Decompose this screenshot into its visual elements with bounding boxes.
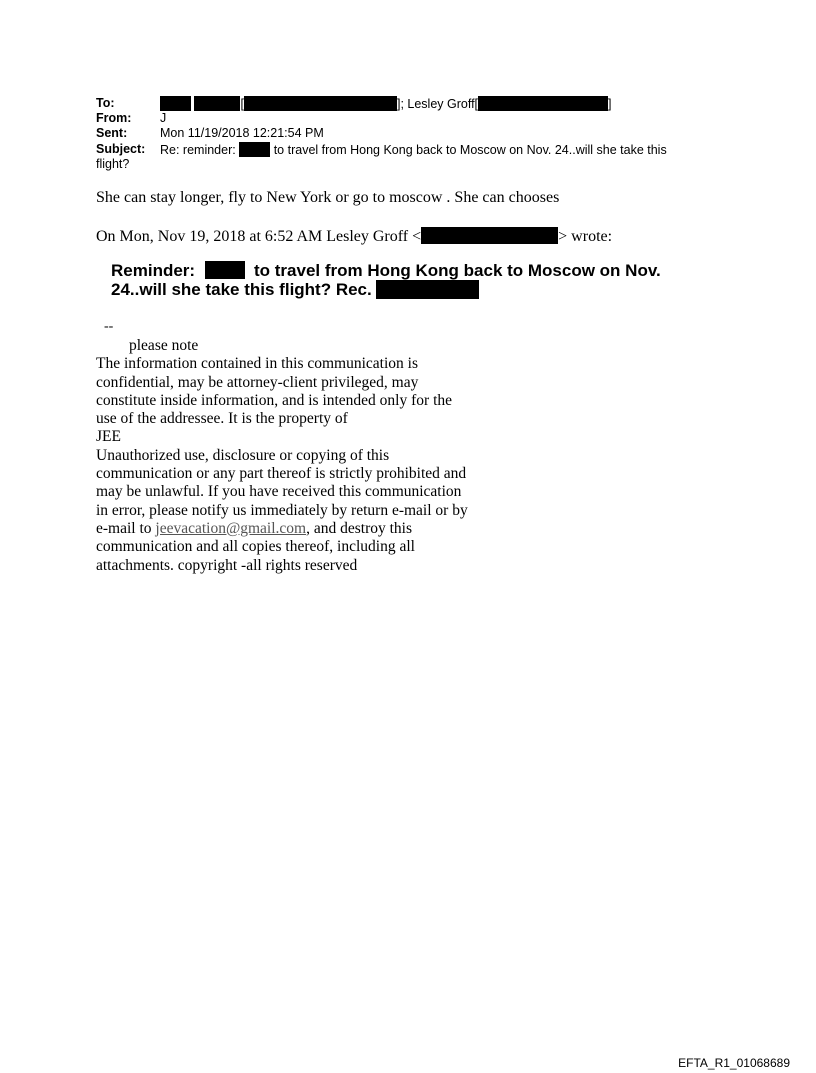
redaction-box	[160, 96, 191, 111]
disclaimer-owner: JEE	[96, 428, 121, 446]
disclaimer-text: Unauthorized use, disclosure or copying of this communication or any part thereof is strictly prohibited and may be unlawful. If you have received this communication in error, please notify us immediately by return e-mail or by e-mail to	[96, 446, 468, 537]
from-label: From:	[96, 111, 132, 125]
to-bracket-open: [	[240, 97, 244, 111]
disclaimer-part-2	[96, 447, 476, 575]
please-note: please note	[129, 337, 199, 354]
redaction-box	[376, 280, 479, 299]
quote-attribution	[96, 227, 612, 246]
email-link[interactable]: jeevacation@gmail.com	[155, 519, 307, 537]
sent-value: Mon 11/19/2018 12:21:54 PM	[160, 126, 324, 140]
to-value	[160, 96, 612, 111]
to-bracket-close: ]	[608, 97, 612, 111]
signature-separator: --	[104, 319, 114, 334]
quoted-message	[111, 261, 711, 299]
redaction-box	[478, 96, 608, 111]
attribution-prefix: On Mon, Nov 19, 2018 at 6:52 AM Lesley Groff <	[96, 228, 422, 245]
redaction-box	[244, 96, 397, 111]
signature-disclaimer	[96, 337, 476, 575]
redaction-box	[194, 96, 240, 111]
subject-value	[160, 142, 667, 157]
redaction-box	[205, 261, 245, 279]
document-id: EFTA_R1_01068689	[678, 1056, 790, 1070]
quote-body: to travel from Hong Kong back to Moscow on Nov. 24..will she take this flight? Rec.	[111, 261, 661, 299]
subject-wrap: flight?	[96, 157, 130, 171]
disclaimer-tail: , and destroy this communication and all copies thereof, including all attachments. copyright -all rights reserved	[96, 519, 415, 574]
subject-label: Subject:	[96, 142, 146, 156]
quote-prefix: Reminder:	[111, 261, 196, 280]
subject-text: to travel from Hong Kong back to Moscow on Nov. 24..will she take this	[273, 143, 667, 157]
attribution-suffix: > wrote:	[558, 228, 613, 245]
redaction-box	[239, 142, 270, 157]
reply-text: She can stay longer, fly to New York or go to moscow . She can chooses	[96, 189, 560, 206]
to-label: To:	[96, 96, 115, 110]
disclaimer-part-1: The information contained in this communication is confidential, may be attorney-client privileged, may constitute inside information, and is intended only for the use of the addressee. It is the property of	[96, 355, 453, 428]
subject-prefix: Re: reminder:	[160, 143, 236, 157]
sent-label: Sent:	[96, 126, 128, 140]
redaction-box	[421, 227, 558, 244]
from-value: J	[160, 111, 167, 125]
to-recipient-lesley-groff: ]; Lesley Groff[	[396, 97, 479, 111]
